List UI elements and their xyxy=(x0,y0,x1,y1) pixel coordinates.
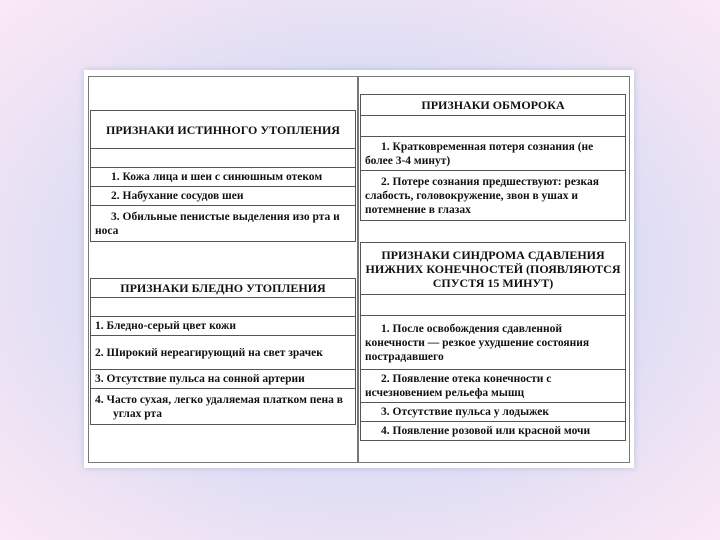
true-drowning-item-3: 3. Обильные пенистые выделения изо рта и носа xyxy=(91,206,356,242)
compression-title: ПРИЗНАКИ СИНДРОМА СДАВЛЕНИЯ НИЖНИХ КОНЕЧНОСТЕЙ (ПОЯВЛЯЮТСЯ СПУСТЯ 15 МИНУТ) xyxy=(361,243,626,295)
true-drowning-item-2: 2. Набухание сосудов шеи xyxy=(91,187,356,206)
compression-item-4: 4. Появление розовой или красной мочи xyxy=(361,422,626,441)
pale-drowning-table xyxy=(90,278,356,425)
document-card xyxy=(84,70,634,468)
fainting-item-2: 2. Потере сознания предшествуют: резкая слабость, головокружение, звон в ушах и потемнение в глазах xyxy=(361,171,626,221)
blank-row xyxy=(91,298,356,317)
pale-drowning-title: ПРИЗНАКИ БЛЕДНО УТОПЛЕНИЯ xyxy=(91,279,356,298)
compression-table xyxy=(360,242,626,441)
fainting-item-1: 1. Кратковременная потеря сознания (не более 3-4 минут) xyxy=(361,137,626,171)
fainting-table xyxy=(360,94,626,221)
blank-row xyxy=(91,149,356,168)
pale-drowning-item-2: 2. Широкий нереагирующий на свет зрачек xyxy=(91,336,356,370)
blank-row xyxy=(361,295,626,316)
pale-drowning-item-3: 3. Отсутствие пульса на сонной артерии xyxy=(91,370,356,389)
fainting-title: ПРИЗНАКИ ОБМОРОКА xyxy=(361,95,626,116)
pale-drowning-item-4: 4. Часто сухая, легко удаляемая платком пена в углах рта xyxy=(91,389,356,425)
compression-item-1: 1. После освобождения сдавленной конечности — резкое ухудшение состояния пострадавшего xyxy=(361,316,626,370)
true-drowning-table xyxy=(90,110,356,242)
true-drowning-title: ПРИЗНАКИ ИСТИННОГО УТОПЛЕНИЯ xyxy=(91,111,356,149)
pale-drowning-item-1: 1. Бледно-серый цвет кожи xyxy=(91,317,356,336)
true-drowning-item-1: 1. Кожа лица и шеи с синюшным отеком xyxy=(91,168,356,187)
compression-item-3: 3. Отсутствие пульса у лодыжек xyxy=(361,403,626,422)
compression-item-2: 2. Появление отека конечности с исчезновением рельефа мышц xyxy=(361,370,626,403)
blank-row xyxy=(361,116,626,137)
